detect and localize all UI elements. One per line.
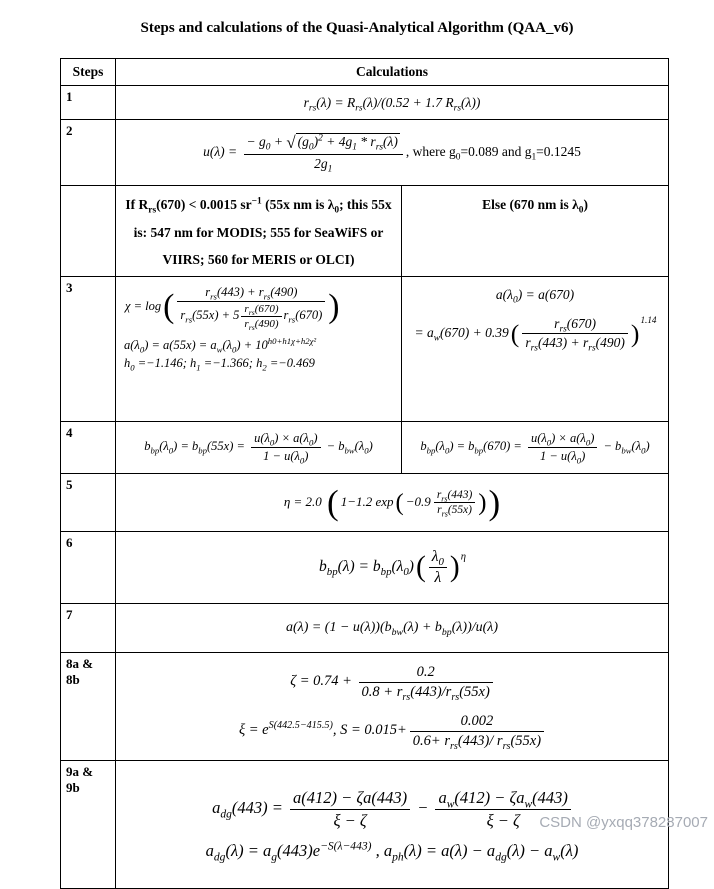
formula-a670-line1: $a(\lambda_0) = a(670)$: [495, 287, 575, 306]
bbp-tail: − $b_{bw}(\lambda_0)$: [323, 439, 373, 456]
row-step-8: [61, 653, 669, 761]
calc-cell-8: [116, 653, 669, 761]
numerator: $u(\lambda_0) \times a(\lambda_0)$: [528, 431, 597, 448]
step-label-5: 5: [61, 474, 116, 532]
fraction: [429, 548, 447, 587]
numerator: $r_{rs}(443) + r_{rs}(490)$: [177, 285, 325, 302]
denominator: ξ − ζ: [333, 811, 367, 831]
big-left-paren: (: [510, 318, 520, 348]
radicand: $(g_0)^2 + 4g_1 * r_{rs}(\lambda)$: [297, 133, 398, 153]
watermark: CSDN @yxqq378287007: [539, 814, 708, 831]
fraction: [410, 713, 544, 750]
numerator: $r_{rs}(443)$: [434, 489, 475, 503]
formula-a-55x: $a(\lambda_0) = a(55x) = a_w(\lambda_0) + 10^{h0+h1\chi+h2\chi^2}$: [124, 335, 317, 355]
big-left-paren: (: [395, 489, 404, 517]
header-row: [61, 59, 669, 86]
denominator: [177, 302, 325, 333]
denominator: ξ − ζ: [486, 811, 520, 831]
minus-sign: −: [413, 798, 433, 818]
step-label-3: 3: [61, 277, 116, 422]
calc-cell-4-right: [402, 422, 669, 474]
u-lhs: u(λ) =: [203, 143, 241, 159]
numerator: 0.2: [359, 664, 493, 683]
numerator: $r_{rs}(670)$: [522, 316, 628, 334]
fraction: [528, 431, 597, 464]
u-where-clause: , where $g_0=0.089$ and $g_1=0.1245$: [405, 143, 581, 163]
big-left-paren: (: [415, 551, 426, 583]
denominator: $r_{rs}(490)$: [244, 318, 279, 333]
nested-fraction: [241, 303, 281, 333]
calc-cell-6: [116, 532, 669, 604]
formula-bbp-lambda: [318, 548, 466, 587]
calculations-column-header: Calculations: [116, 59, 669, 86]
big-right-paren: ): [449, 551, 460, 583]
chi-lhs: χ = log: [125, 299, 162, 314]
adg-lhs: $a_{dg}(443)$ =: [212, 798, 288, 821]
exponent: 1.14: [640, 315, 657, 326]
row-step-2: [61, 120, 669, 186]
formula-chi: [124, 285, 397, 333]
numerator: $r_{rs}(670)$: [241, 303, 281, 317]
step-label-4: 4: [61, 422, 116, 474]
formula-bbp-55x: [143, 431, 374, 466]
eta-lhs: η = 2.0: [283, 493, 326, 509]
numerator: 0.002: [410, 713, 544, 732]
fraction: [434, 489, 475, 519]
row-step-7: [61, 604, 669, 653]
big-left-paren: (: [327, 482, 339, 522]
step-label-7: 7: [61, 604, 116, 653]
step-label-2: 2: [61, 120, 116, 186]
denominator: $0.6+ r_{rs}(443)/$ $r_{rs}(55x)$: [412, 732, 542, 752]
step-label-1: 1: [61, 86, 116, 120]
fraction: [359, 664, 493, 701]
denominator: $r_{rs}(55x)$: [437, 504, 472, 519]
step-label-9: 9a & 9b: [61, 761, 116, 889]
denominator: $1 - u(\lambda_0)$: [540, 449, 586, 466]
row-step-5: [61, 474, 669, 532]
bbp-lambda-lhs: $b_{bp}(\lambda) = b_{bp}(\lambda_0)$: [319, 558, 414, 579]
numerator: $\lambda_0$: [429, 548, 447, 568]
big-right-paren: ): [328, 288, 340, 326]
denominator: $r_{rs}(443) + r_{rs}(490)$: [525, 335, 625, 354]
calc-cell-1: [116, 86, 669, 120]
calc-cell-2: [116, 120, 669, 186]
exponent: η: [460, 551, 466, 563]
step-label-8: 8a & 8b: [61, 653, 116, 761]
calc-cell-3-left: [116, 277, 402, 422]
calc-cell-7: [116, 604, 669, 653]
denominator: $2g_1$: [314, 156, 333, 175]
numerator: $a_w(412) - \zeta a_w(443)$: [435, 788, 570, 810]
numerator: $u(\lambda_0) \times a(\lambda_0)$: [251, 431, 320, 448]
condition-if-cell: If $R_{rs}(670) < 0.0015$ $sr^{-1}$ (55x nm is $\lambda_0$; this 55x is: 547 nm for MODIS; 555 for SeaWiFS or VIIRS; 560 for MERIS or OLCI): [116, 186, 402, 277]
numerator: [244, 133, 403, 155]
bbp-tail: − $b_{bw}(\lambda_0)$: [600, 439, 650, 456]
den-suffix: $r_{rs}(670)$: [283, 308, 323, 325]
square-root: [286, 133, 400, 153]
row-step-6: [61, 532, 669, 604]
bbp-lhs: $b_{bp}(\lambda_0) = b_{bp}(55x)$ =: [144, 439, 249, 456]
step-label-empty: [61, 186, 116, 277]
fraction: [522, 316, 628, 354]
row-condition: [61, 186, 669, 277]
formula-eta: [283, 482, 501, 522]
steps-column-header: Steps: [61, 59, 116, 86]
step-label-6: 6: [61, 532, 116, 604]
formula-a-lambda: $a(\lambda) = (1 - u(\lambda))(b_{bw}(\lambda) + b_{bp}(\lambda))/u(\lambda)$: [285, 620, 499, 638]
formula-adg-aph: $a_{dg}(\lambda) = a_g(443)e^{-S(\lambda-443)}$ , $a_{ph}(\lambda) = a(\lambda) - a_{dg}(\lambda) - a_w(\lambda)$: [205, 840, 579, 864]
fraction: [290, 788, 410, 831]
eta-inner: 1−1.2 exp: [340, 493, 394, 509]
qaa-steps-table: [60, 58, 669, 889]
den-prefix: $r_{rs}(55x) + 5$: [180, 308, 240, 325]
formula-a670-line2: [407, 315, 663, 354]
num-prefix: − $g_0$ +: [246, 134, 287, 153]
calc-cell-3-right: [402, 277, 669, 422]
formula-bbp-670: [419, 431, 650, 466]
row-step-4: [61, 422, 669, 474]
formula-xi: [121, 713, 663, 750]
formula-u: [202, 133, 405, 175]
formula-zeta: [121, 664, 663, 701]
fraction: [177, 285, 325, 333]
fraction: [251, 431, 320, 464]
exp-prefix: −0.9: [405, 493, 431, 509]
denominator: $1 - u(\lambda_0)$: [263, 449, 309, 466]
numerator: a(412) − ζa(443): [290, 788, 410, 810]
a670-lhs: = $a_w(670) + 0.39$: [414, 324, 509, 344]
condition-else-cell: Else (670 nm is $\lambda_0$): [402, 186, 669, 277]
bbp-lhs: $b_{bp}(\lambda_0) = b_{bp}(670)$ =: [420, 439, 525, 456]
page-title: Steps and calculations of the Quasi-Analytical Algorithm (QAA_v6): [140, 20, 574, 36]
xi-lhs: $\xi = e^{S(442.5-415.5)}$, S = 0.015+: [238, 720, 407, 739]
row-step-1: [61, 86, 669, 120]
denominator: λ: [434, 569, 442, 587]
zeta-lhs: ζ = 0.74 +: [290, 673, 356, 690]
big-right-paren: ): [488, 482, 501, 522]
calc-cell-5: [116, 474, 669, 532]
h-coefficients: $h_0 =-1.146$; $h_1 =-1.366$; $h_2 =-0.469$: [124, 356, 315, 373]
fraction: [244, 133, 403, 175]
big-left-paren: (: [163, 288, 175, 326]
big-right-paren: ): [630, 318, 640, 348]
formula-rrs: $r_{rs}(\lambda) = R_{rs}(\lambda)/(0.52 + 1.7$ $R_{rs}(\lambda)$): [303, 94, 481, 114]
big-right-paren: ): [478, 489, 487, 517]
row-step-3: [61, 277, 669, 422]
calc-cell-4-left: [116, 422, 402, 474]
radical-sign: √: [286, 133, 296, 152]
denominator: $0.8 + r_{rs}(443)/r_{rs}(55x)$: [361, 683, 490, 703]
